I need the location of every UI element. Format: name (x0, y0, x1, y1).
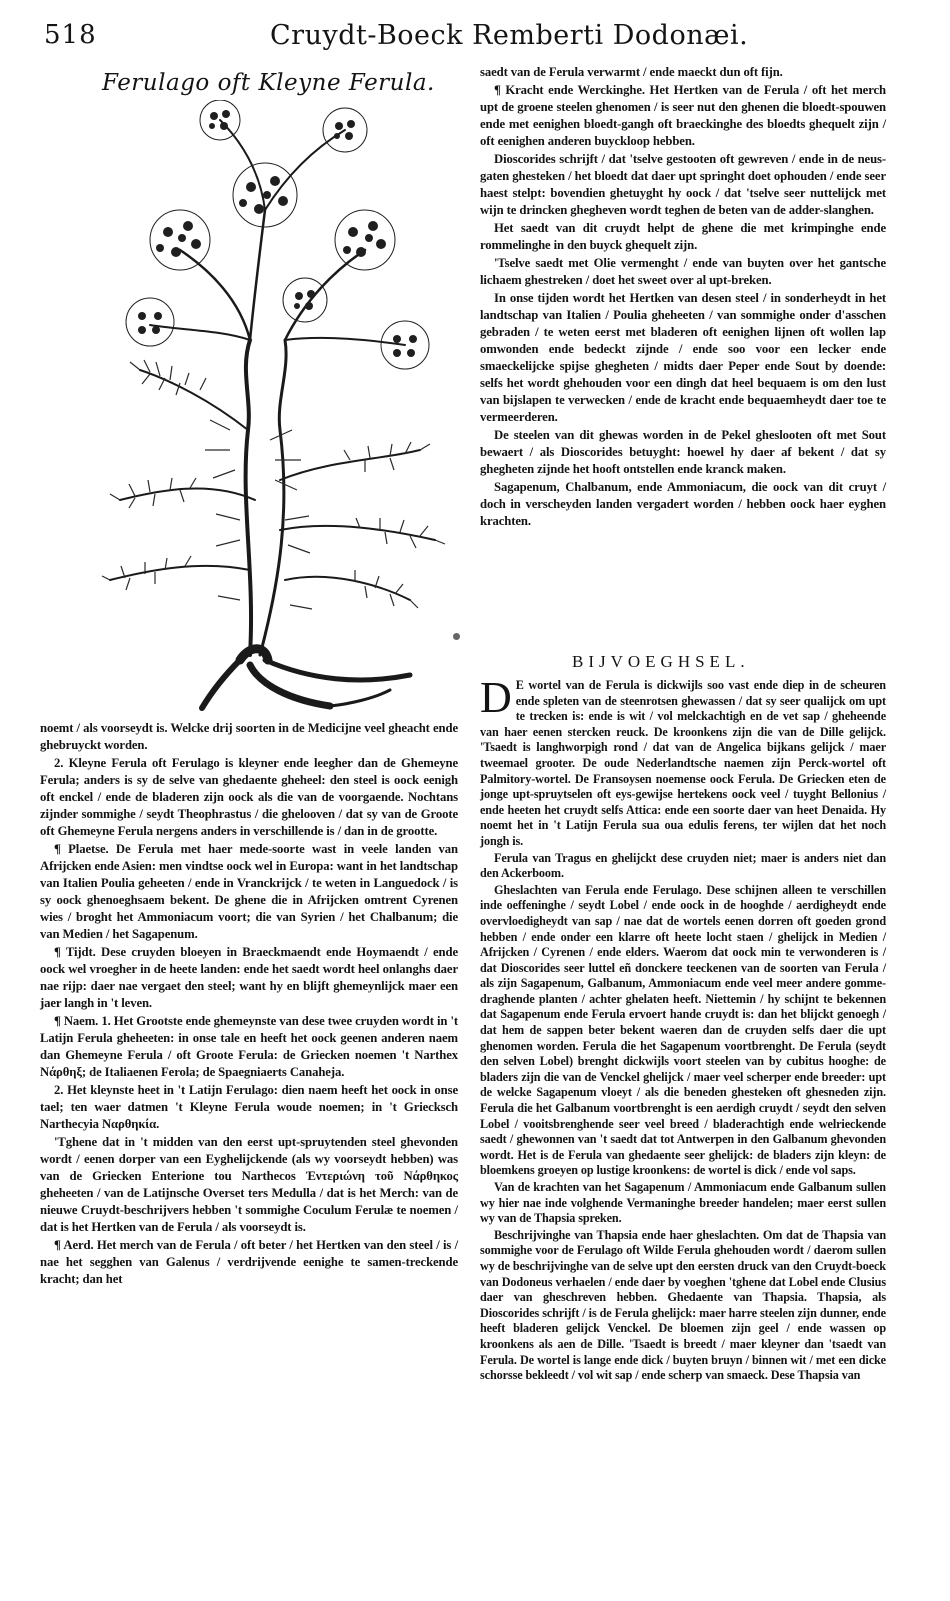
paragraph-text: E wortel van de Ferula is dickwijls soo vast ende diep in de scheuren ende spleten van de steenrotsen ghewassen / dat sy seer qualijck om upt te trecken is: ende is wit / vol melckachtigh en de vet sap / gheheende van haer eenen stercken reuck. De kroonkens zijn die van de Dille gelijck. 'Tsaedt is langhworpigh rond / dat van de Angelica bijkans gelijck / maer tweemael grooter. De oude Nederlandtsche naemen zijn Perck-wortel oft Palmitory-wortel. De Fransoysen noemense oock Ferula. De Griecken eten de jonge upt-spruytselen oft eys-gewijse hertekens oock veel / tuyght Bellonius / ende heeten het cruydt selfs Attica: ende een soorte daer van heet Denaida. Hy noemt het in 't Latijn Ferula sua oua edulis ferens, ter wijlen dat het noch jongh is. (480, 678, 886, 848)
page-number: 518 (44, 20, 97, 50)
paragraph: ¶ Tijdt. Dese cruyden bloeyen in Braeckmaendt ende Hoymaendt / ende oock wel vroegher in de heete landen: ende het saedt wordt heel onlanghs daer nae rijp: daer nae vergaet den steel; want hy en blijft ghemeynlijck maer een jaer langh in 't leven. (40, 945, 458, 1010)
paragraph: Het saedt van dit cruydt helpt de ghene die met krimpinghe ende rommelinghe in den buyck ghequelt zijn. (480, 221, 886, 252)
paragraph: Van de krachten van het Sagapenum / Ammoniacum ende Galbanum sullen wy hier nae inde volghende Vermaninghe breeder handelen; maer eerst sullen wy van de Thapsia spreken. (480, 1180, 886, 1226)
paragraph (480, 673, 886, 850)
ink-spot (453, 633, 460, 640)
paragraph: Gheslachten van Ferula ende Ferulago. Dese schijnen alleen te verschillen inde oeffeninghe / seydt Lobel / ende oock in de hooghde / aerdigheydt ende overvloedigheydt van sap / nae dat de wortels eenen dorren oft goeden grond hebben / ende onder een klarre oft heete locht staen / ghelijck in Medien / Afrijcken / Cyrenen / ende elders. Waerom dat oock min te verwonderen is / dat Dioscorides seer luttel eñ donckere teeckenen van de soorten van Ferula / als zijn Sagapenum, Galbanum, Ammoniacum ende veel meer andere gomme-draghende planten / achter ghelaten heeft. Niettemin / hy schijnt te bekennen dat Sagapenum ende Ferula ervoert hande cruydt is: dan het blijckt genoegh / dat hem de sappen beter bekent waeren dan de cruyden selfs daer die upt ghenomen worden. Ferula die het Sagapenum voortbrenght. De Ferula (seydt den selven Lobel) brenght dickwijls voort steelen van by cubitus hooghe: de bladers zijn die van de Venckel ghelijck / maer veel scherper ende breeder: upt de welcke Sagapenum vloeyt / als die beneden ghesteken oft ghesneden zijn. Ferula die het Galbanum voortbrenght is een aerdigh cruydt / seydt den selven Lobel / vooitsbrenghende seer veel breed / bladerachtigh ende welrieckende saedt / ghewonnen van 't saedt dat tot Antwerpen in den Galbanum ghevonden wordt. Het is de Ferula van ghedaente seer ghelijck: de bladers zijn kleyn: de bloemkens groeyen op lustige kroonkens: de wortel is dick / ende vol saps. (480, 882, 886, 1178)
paragraph: saedt van de Ferula verwarmt / ende maeckt dun oft fijn. (480, 65, 783, 79)
paragraph: Ferula van Tragus en ghelijckt dese cruyden niet; maer is anders niet dan den Ackerboom. (480, 850, 886, 881)
right-column-text (480, 64, 886, 530)
paragraph: ¶ Plaetse. De Ferula met haer mede-soorte wast in veele landen van Afrijcken ende Asien: men vindtse oock wel in Europa: want in het landtschap van Italien Poulia geheeten / ende in Vranckrijck / te weten in Languedock / is sy oock ghenoeghsaem bekent. De ghene die in Afrijcken omtrent Cyrenen wies / broght het Ammoniacum voort; die van Syrien / het Chalbanum; die van Medien / het Sagapenum. (40, 842, 458, 941)
paragraph: ¶ Naem. 1. Het Grootste ende ghemeynste van dese twee cruyden wordt in 't Latijn Ferula gheheeten: in onse tale en heeft het oock geenen anderen naem dan Ghemeyne Ferula / oft Groote Ferula: de Griecken noemen 't Narthex Νάρθηξ; de Italiaenen Ferola; de Spaegniaerts Canaheja. (40, 1014, 458, 1079)
bijvoeghsel-text (480, 673, 886, 1384)
paragraph: ¶ Aerd. Het merch van de Ferula / oft beter / het Hertken van den steel / is / nae het segghen van Galenus / verdrijvende eenighe te samen-treckende kracht; dan het (40, 1238, 458, 1286)
paragraph: 2. Kleyne Ferula oft Ferulago is kleyner ende leegher dan de Ghemeyne Ferula; anders is sy de selve van ghedaente gheheel: den steel is oock eenigh oft enckel / ende de bladeren zijn oock als die van de voorgaende. Nochtans zijnder sommighe / seydt Theophrastus / die ghelooven / dat sy van de Groote oft Ghemeyne Ferula nergens anders in verschillende is / dan in de grootte. (40, 756, 458, 838)
running-title: Cruydt-Boeck Remberti Dodonæi. (270, 20, 749, 51)
drop-cap: D (480, 673, 512, 722)
paragraph: Beschrijvinghe van Thapsia ende haer gheslachten. Om dat de Thapsia van sommighe voor de Ferulago oft Wilde Ferula ghehouden wordt / daerom sullen wy de beschrijvinghe van de selve upt den eersten druck van den Cruydt-boeck van Dodoneus verhaelen / ende daer by voeghen 'tghene dat Lobel ende Clusius daer van gheschreven hebben. Ghedaente van Thapsia. Thapsia, als Dioscorides schrijft / is de Ferula ghelijck: maer harre steelen zijn dunner, ende heeft bladeren gelijck Venckel. De bloemen zijn geel / ende wassen op kroonkens als aen de Dille. 'Tsaedt is breedt / maer kleyner dan 'tsaedt van Ferula. De wortel is lange ende dick / buyten bruyn / binnen wit / met een dicke schorsse bekleedt / vol wit sap / ende scherp van smaeck. Dese Thapsia van (480, 1227, 886, 1383)
paragraph: In onse tijden wordt het Hertken van desen steel / in sonderheydt in het landtschap van Italien / Poulia gheheeten / van sommighe onder d'asschen gebraden / te weten eerst met bladeren oft eenighen lijnen oft wollen lap omwonden ende bedeckt zijnde / ende soo voor een lecker ende smaeckelijcke spijse ghegheten / midts daer Peper ende Sout by doende: selfs het wordt ghehouden voor een dingh dat heel bequaem is om den lust van bijslapen te verwecken / ende de kracht ende bequaemheydt daer toe te vermeerderen. (480, 291, 886, 424)
plant-woodcut-illustration (90, 100, 470, 712)
section-heading: BIJVOEGHSEL. (572, 652, 750, 671)
paragraph: 'Tselve saedt met Olie vermenght / ende van buyten over het gantsche lichaem ghestreken / doet het sweet over al upt-breken. (480, 256, 886, 287)
paragraph: ¶ Kracht ende Werckinghe. Het Hertken van de Ferula / oft het merch upt de groene steelen ghenomen / is seer nut den ghenen die bloedt-spouwen ende met eenighen bloedt-gangh oft braeckinghe des bloedts ghequelt zijn / oft eenighen anderen buyckloop hebben. (480, 83, 886, 148)
paragraph: De steelen van dit ghewas worden in de Pekel gheslooten oft met Sout bewaert / als Dioscorides betuyght: hoewel hy daer af bekent / dat sy ghegheten zijnde het hooft ontstellen ende kranck maken. (480, 428, 886, 476)
left-column-text (40, 720, 458, 1288)
umbel-cluster (150, 210, 210, 270)
paragraph: 'Tghene dat in 't midden van den eerst upt-spruytenden steel ghevonden wordt / eenen dorper van een Eyghelijckende (als wy voorseydt hebben) was van de Griecken Enterione tou Narthecos Ἐντεριώνη τοῦ Νάρθηκος gheheeten / van de Latijnsche Overset ters Medulla / dat is het Merch: van de nieuwe Cruydt-beschrijvers hebben 't sommighe Coculum Ferulæ te noemen / dat is het Hertken van de Ferula / als voorseydt is. (40, 1135, 458, 1234)
paragraph: Sagapenum, Chalbanum, ende Ammoniacum, die oock van dit cruyt / doch in verscheyden landen vergadert worden / hebben oock haer eyghen krachten. (480, 480, 886, 528)
paragraph: Dioscorides schrijft / dat 'tselve gestooten oft gewreven / ende in de neus-gaten ghesteken / het bloedt dat daer upt springht doet ophouden / ende seer haest stelpt: bovendien ghetuyght hy oock / dat 'tselve seer nuttelijck met wijn te drincken ghegheven wordt teghen de beten van de adder-slanghen. (480, 152, 886, 217)
figure-caption: Ferulago oft Kleyne Ferula. (102, 70, 435, 96)
paragraph: 2. Het kleynste heet in 't Latijn Ferulago: dien naem heeft het oock in onse tael; ten waer datmen 't Kleyne Ferula woude noemen; in 't Griecksch Narthecyia Ναρθηκία. (40, 1083, 458, 1131)
paragraph: noemt / als voorseydt is. Welcke drij soorten in de Medicijne veel gheacht ende ghebruyckt worden. (40, 721, 458, 752)
